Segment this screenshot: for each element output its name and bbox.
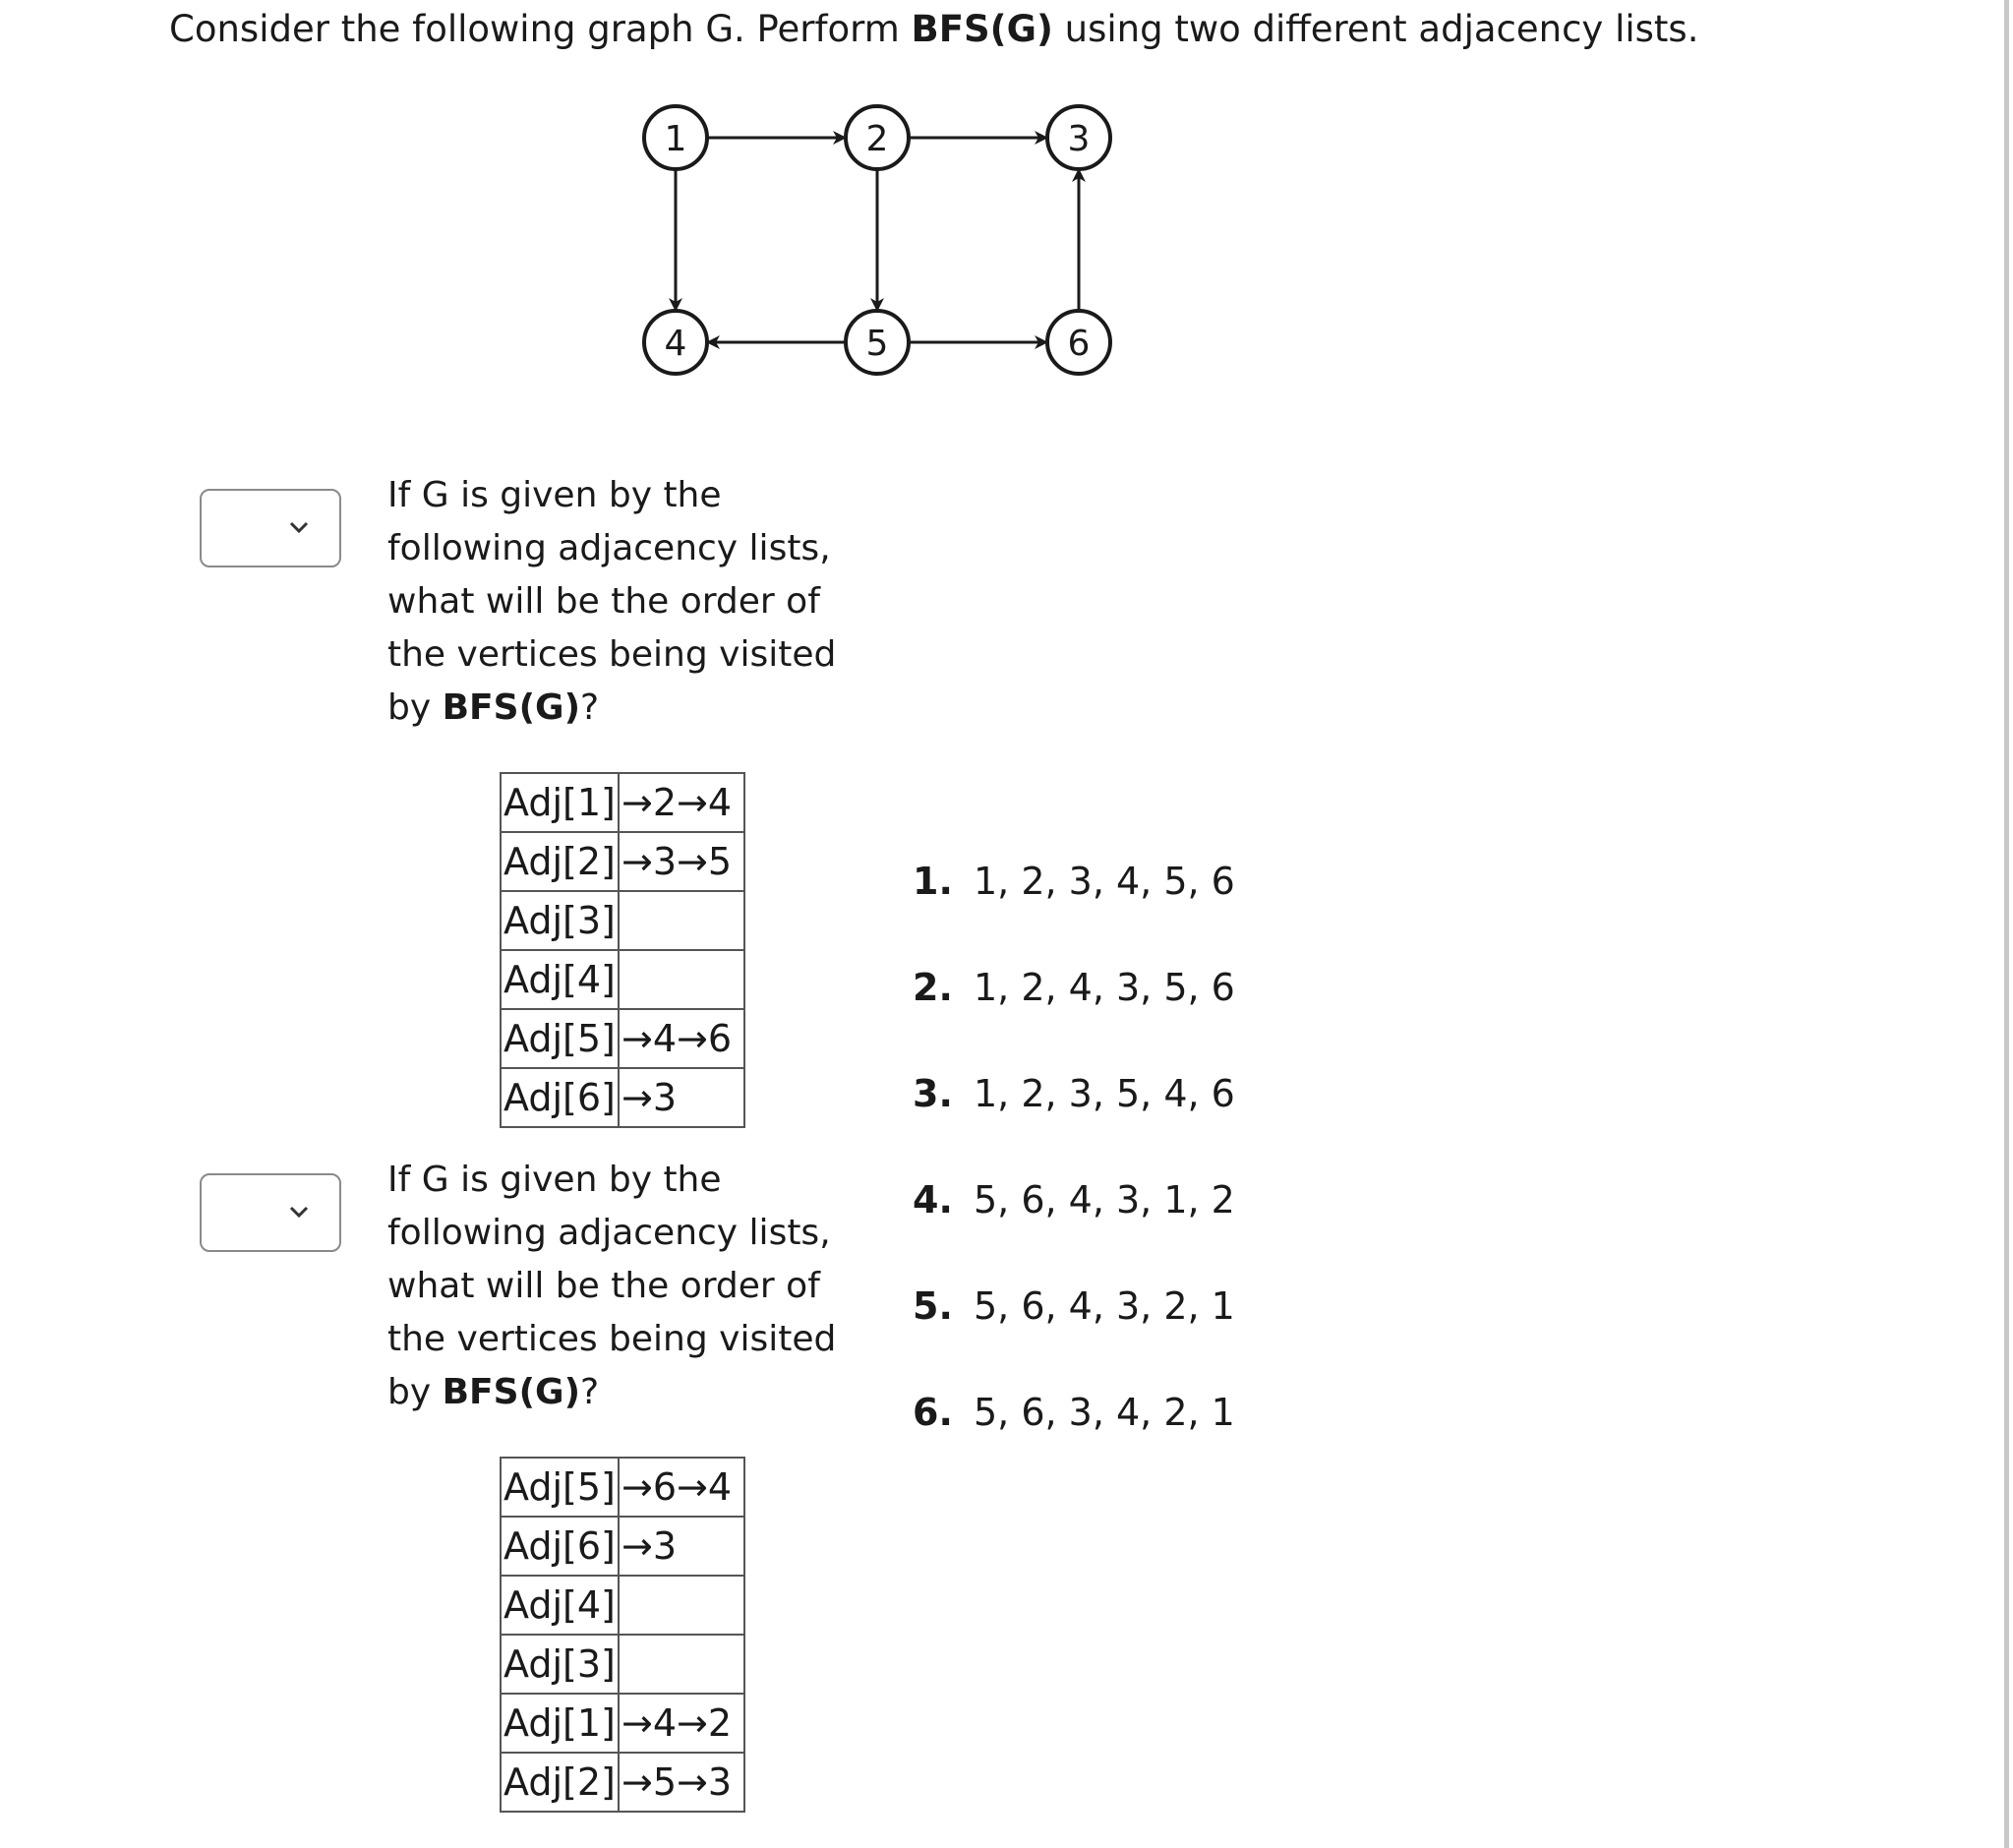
prompt-bold-2: BFS(G): [442, 1372, 581, 1412]
graph-node-3: [1047, 106, 1110, 169]
adj-row: [501, 832, 744, 891]
node-label: 6: [1067, 324, 1091, 364]
graph-node-2: [846, 106, 909, 169]
option-number: 6.: [913, 1391, 953, 1434]
adj-row: [501, 1576, 744, 1635]
title-bold: BFS(G): [911, 8, 1053, 50]
adjacency-table-2: [500, 1457, 745, 1813]
adj-key: Adj[2]: [501, 1753, 619, 1812]
adj-key: Adj[2]: [501, 832, 619, 891]
question-prompt-2: [387, 1154, 879, 1419]
adj-value: [619, 1635, 744, 1694]
option-item: [913, 828, 1235, 934]
answer-options: [913, 828, 1235, 1465]
adj-value: →3→5: [619, 832, 744, 891]
node-label: 1: [664, 119, 687, 159]
adj-row: [501, 1694, 744, 1753]
option-item: [913, 1147, 1235, 1253]
option-number: 2.: [913, 966, 953, 1009]
node-label: 4: [664, 324, 687, 364]
option-number: 3.: [913, 1072, 953, 1115]
option-text: 5, 6, 4, 3, 2, 1: [974, 1284, 1235, 1328]
option-item: [913, 1253, 1235, 1359]
node-label: 2: [865, 119, 889, 159]
option-text: 1, 2, 4, 3, 5, 6: [974, 966, 1235, 1009]
option-item: [913, 934, 1235, 1041]
option-text: 1, 2, 3, 5, 4, 6: [974, 1072, 1235, 1115]
adj-value: →3: [619, 1068, 744, 1127]
option-text: 5, 6, 4, 3, 1, 2: [974, 1178, 1235, 1222]
adj-key: Adj[1]: [501, 773, 619, 832]
adj-value: →5→3: [619, 1753, 744, 1812]
adj-value: →4→2: [619, 1694, 744, 1753]
prompt-end-2: ?: [580, 1372, 600, 1412]
adj-row: [501, 773, 744, 832]
adj-row: [501, 1635, 744, 1694]
adj-row: [501, 1009, 744, 1068]
question-prompt-1: [387, 469, 879, 735]
node-label: 5: [865, 324, 889, 364]
chevron-down-icon: [288, 520, 310, 534]
option-item: [913, 1041, 1235, 1147]
adj-value: →6→4: [619, 1458, 744, 1517]
title-suffix: using two different adjacency lists.: [1052, 8, 1699, 50]
graph-node-4: [644, 311, 707, 374]
adjacency-table-1: [500, 772, 745, 1128]
adj-value: [619, 1576, 744, 1635]
graph-node-6: [1047, 311, 1110, 374]
node-label: 3: [1067, 119, 1091, 159]
prompt-text-2: If G is given by the following adjacency lists, what will be the order of the vertices being visited by: [387, 1160, 837, 1412]
adj-key: Adj[5]: [501, 1009, 619, 1068]
chevron-down-icon: [288, 1205, 310, 1219]
adj-value: →3: [619, 1517, 744, 1576]
adj-row: [501, 1753, 744, 1812]
question-title: [169, 4, 1698, 55]
option-number: 4.: [913, 1178, 953, 1222]
adj-row: [501, 1517, 744, 1576]
adj-key: Adj[5]: [501, 1458, 619, 1517]
option-item: [913, 1359, 1235, 1465]
scrollbar-edge: [2004, 0, 2009, 1848]
adj-key: Adj[6]: [501, 1517, 619, 1576]
answer-select-1[interactable]: [200, 489, 341, 567]
adj-row: [501, 950, 744, 1009]
adj-key: Adj[4]: [501, 950, 619, 1009]
prompt-text-1: If G is given by the following adjacency lists, what will be the order of the vertices being visited by: [387, 475, 837, 728]
adj-value: [619, 891, 744, 950]
adj-key: Adj[1]: [501, 1694, 619, 1753]
graph-node-5: [846, 311, 909, 374]
option-number: 1.: [913, 860, 953, 903]
adj-value: →2→4: [619, 773, 744, 832]
option-text: 1, 2, 3, 4, 5, 6: [974, 860, 1235, 903]
adj-key: Adj[3]: [501, 1635, 619, 1694]
option-number: 5.: [913, 1284, 953, 1328]
title-prefix: Consider the following graph G. Perform: [169, 8, 912, 50]
adj-key: Adj[6]: [501, 1068, 619, 1127]
adj-value: [619, 950, 744, 1009]
adj-row: [501, 1458, 744, 1517]
graph-node-1: [644, 106, 707, 169]
adj-key: Adj[4]: [501, 1576, 619, 1635]
answer-select-2[interactable]: [200, 1173, 341, 1252]
adj-value: →4→6: [619, 1009, 744, 1068]
adj-row: [501, 1068, 744, 1127]
graph-diagram: [610, 89, 1141, 393]
option-text: 5, 6, 3, 4, 2, 1: [974, 1391, 1235, 1434]
adj-key: Adj[3]: [501, 891, 619, 950]
prompt-end-1: ?: [580, 687, 600, 728]
prompt-bold-1: BFS(G): [442, 687, 581, 728]
adj-row: [501, 891, 744, 950]
